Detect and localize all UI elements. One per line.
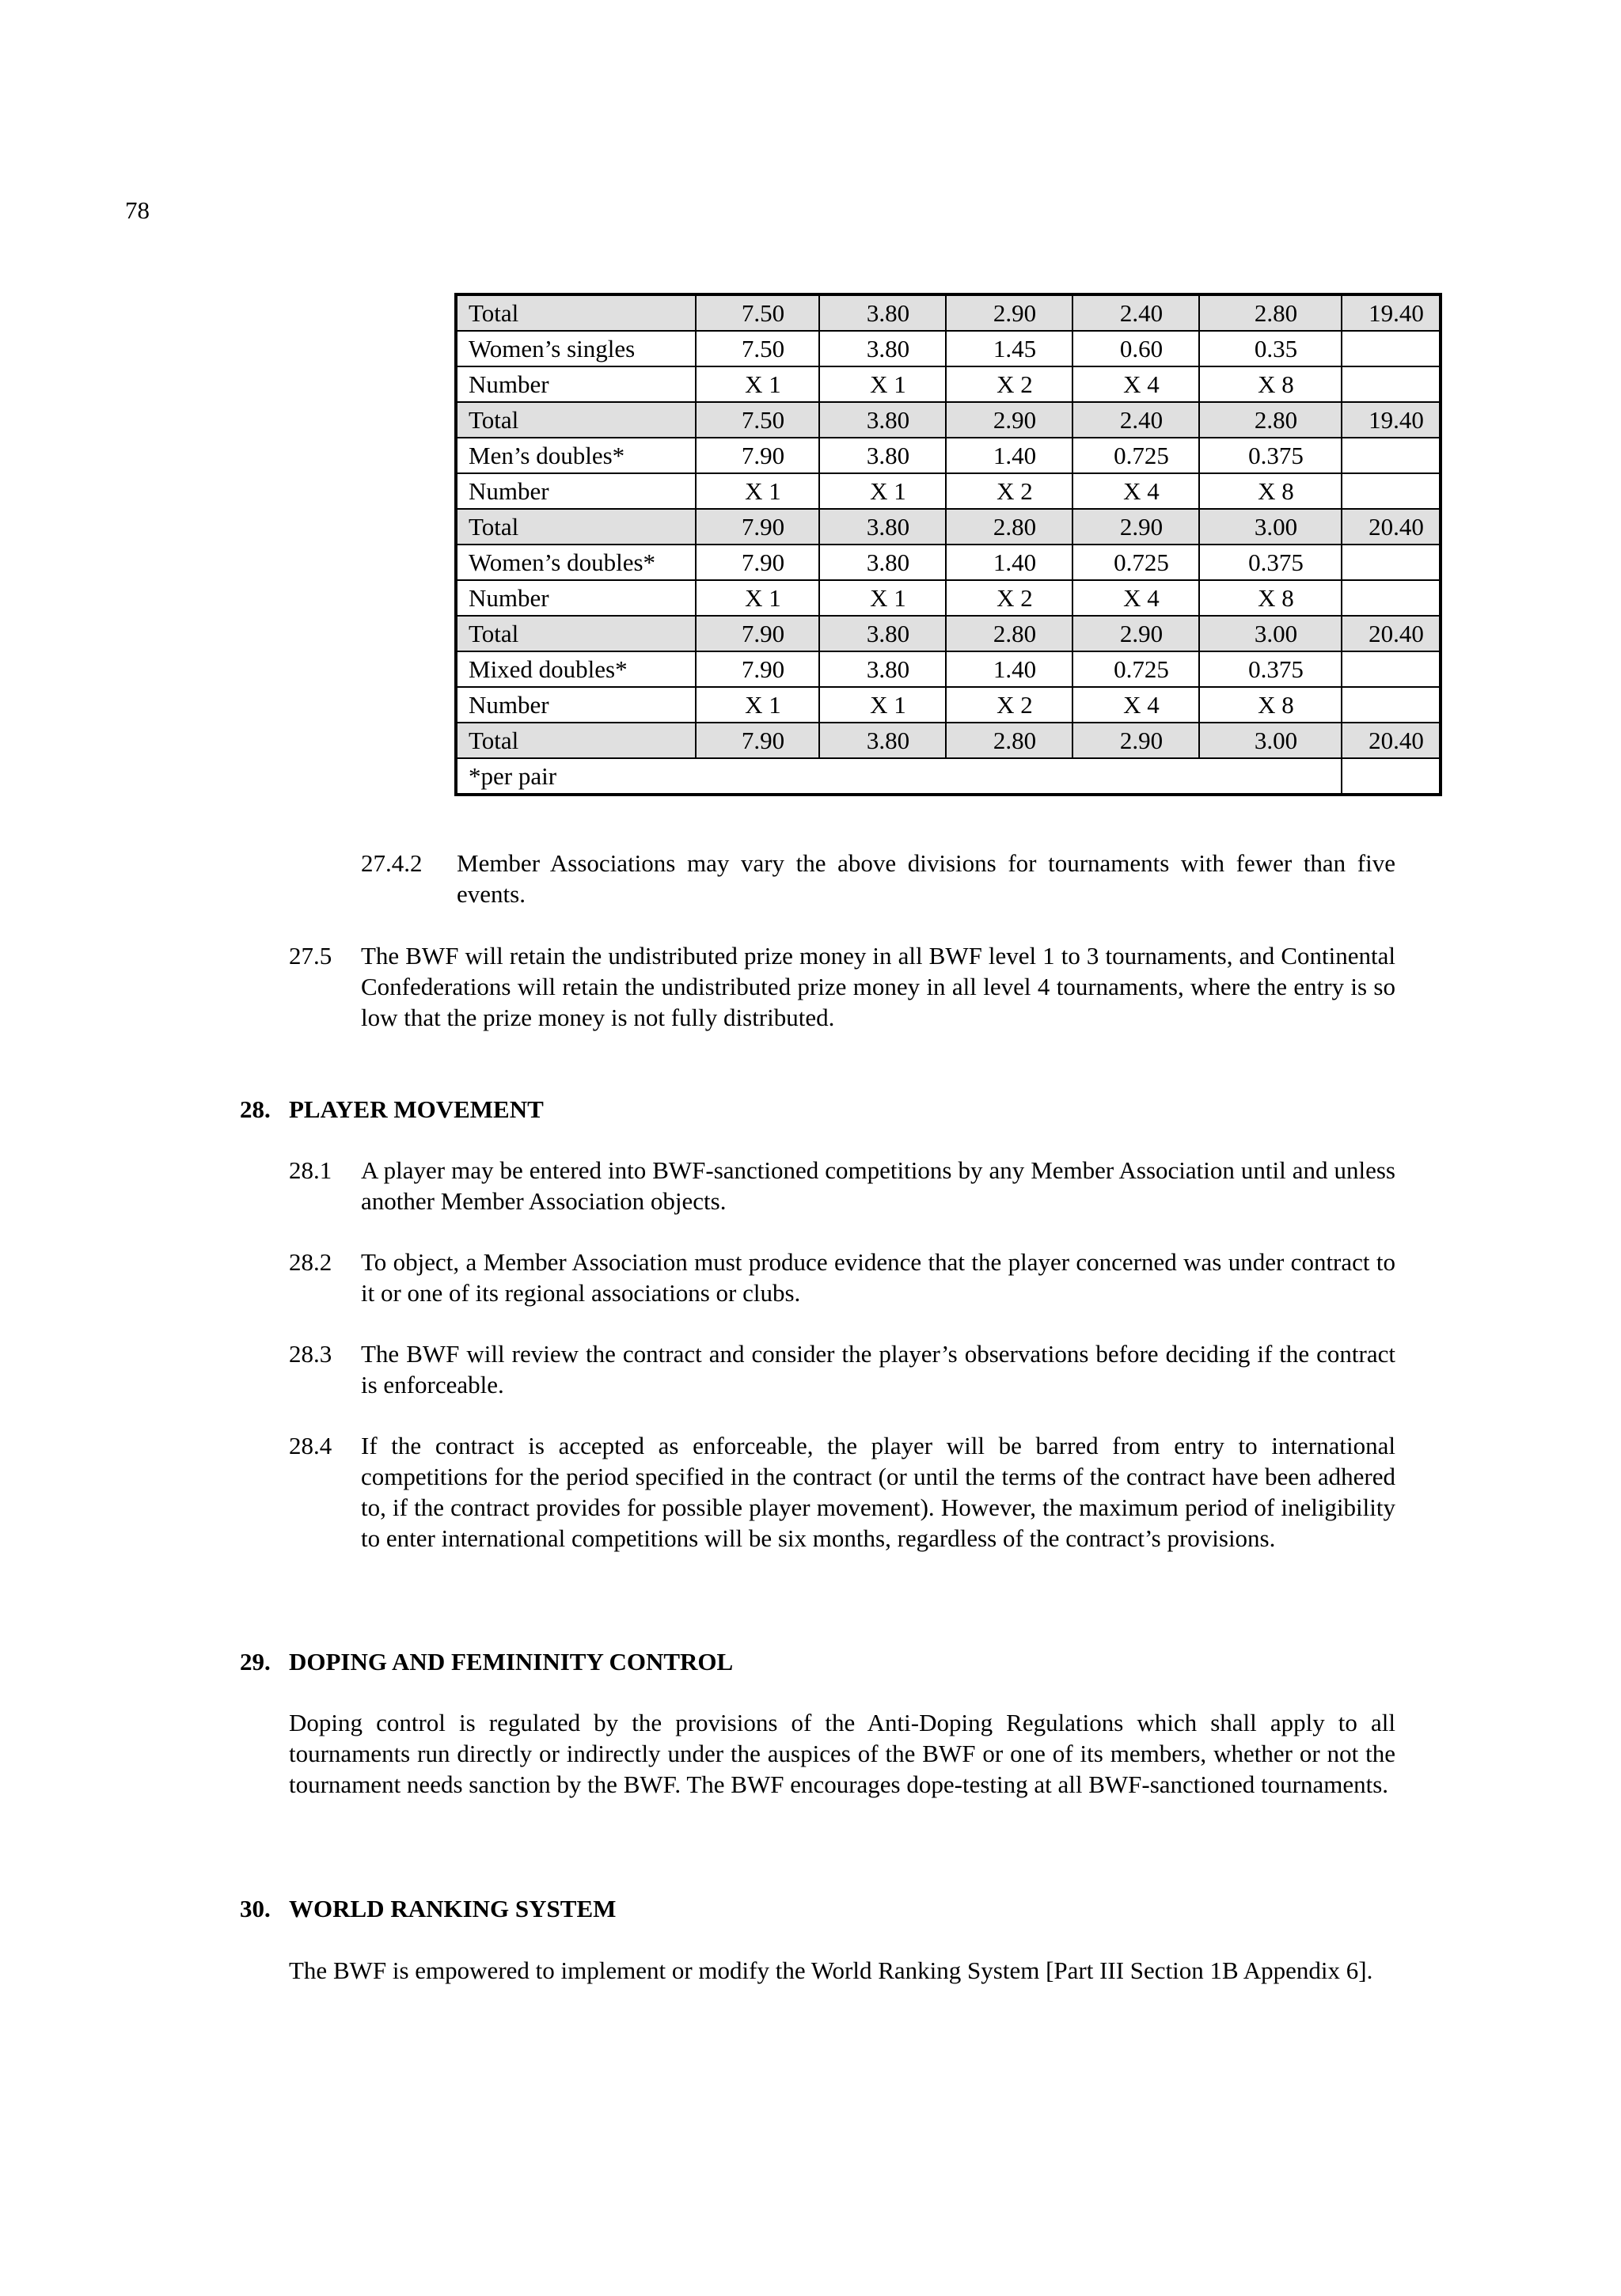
table-cell: 0.60 [1072,331,1199,366]
table-row [456,545,1441,580]
table-row [456,294,1441,331]
section-28-3-number: 28.3 [289,1340,332,1368]
section-30-text: The BWF is empowered to implement or modify the World Ranking System [Part III Section 1B Appendix 6]. [289,1956,1373,1984]
row-label: Women’s singles [456,331,696,366]
table-cell: 3.80 [819,545,946,580]
table-cell: X 4 [1072,580,1199,616]
table-cell: X 4 [1072,366,1199,402]
table-cell [1342,687,1441,723]
table-cell: 2.90 [1072,509,1199,545]
table-row [456,651,1441,687]
table-cell: 0.725 [1072,651,1199,687]
table-cell: X 1 [696,366,819,402]
table-cell: 3.80 [819,616,946,651]
row-label: Total [456,402,696,438]
section-28-number: 28. [240,1095,271,1123]
table-row [456,438,1441,473]
row-label: Women’s doubles* [456,545,696,580]
row-label: Mixed doubles* [456,651,696,687]
table-cell: X 1 [696,473,819,509]
table-cell: X 8 [1199,366,1342,402]
section-29-number: 29. [240,1648,271,1676]
table-cell: X 1 [696,580,819,616]
table-row [456,366,1441,402]
table-row [456,580,1441,616]
page-number: 78 [125,196,150,224]
table-cell: 20.40 [1342,509,1441,545]
table-cell: 3.80 [819,509,946,545]
table-cell: 2.80 [1199,402,1342,438]
table-cell: 0.725 [1072,438,1199,473]
table-cell: 2.90 [946,402,1072,438]
table-cell: 7.50 [696,331,819,366]
table-cell: X 1 [819,687,946,723]
table-cell: 2.80 [946,509,1072,545]
row-label: Number [456,580,696,616]
row-label: Number [456,473,696,509]
table-row [456,331,1441,366]
table-cell: 7.90 [696,438,819,473]
prize-money-table-container [454,293,1439,796]
table-cell: 7.90 [696,545,819,580]
section-28-2-text: To object, a Member Association must produce evidence that the player concerned was under contract to it or one of its regional associations or clubs. [361,1248,1395,1307]
table-cell: X 1 [696,687,819,723]
section-28-title: PLAYER MOVEMENT [289,1095,544,1123]
table-cell [1342,438,1441,473]
table-cell: 7.90 [696,616,819,651]
table-cell: 7.90 [696,509,819,545]
section-29-title: DOPING AND FEMININITY CONTROL [289,1648,734,1676]
section-30-title: WORLD RANKING SYSTEM [289,1895,617,1922]
table-cell: X 8 [1199,687,1342,723]
table-cell: 3.00 [1199,616,1342,651]
section-28-2-number: 28.2 [289,1248,332,1276]
table-cell: X 8 [1199,580,1342,616]
table-cell: 0.375 [1199,545,1342,580]
table-cell: 2.80 [1199,294,1342,331]
table-cell: 2.40 [1072,294,1199,331]
section-28-1-text: A player may be entered into BWF-sanctioned competitions by any Member Association until and unless another Member Association objects. [361,1156,1395,1215]
table-cell: X 2 [946,366,1072,402]
table-cell: 2.90 [1072,616,1199,651]
table-cell: 3.80 [819,331,946,366]
table-cell: 20.40 [1342,723,1441,758]
section-28-4-text: If the contract is accepted as enforceable, the player will be barred from entry to international competitions for the period specified in the contract (or until the terms of the contract have been adhered to, if the contract provides for possible player movement). However, the maximum period of ineligibility to enter international competitions will be six months, regardless of the contract’s provisions. [361,1432,1395,1552]
section-29-text: Doping control is regulated by the provisions of the Anti-Doping Regulations which shall apply to all tournaments run directly or indirectly under the auspices of the BWF or one of its members, whether or not the tournament needs sanction by the BWF. The BWF encourages dope-testing at all BWF-sanctioned tournaments. [289,1709,1395,1798]
table-footnote: *per pair [456,758,1342,795]
table-cell: 3.80 [819,402,946,438]
section-28-3-text: The BWF will review the contract and consider the player’s observations before deciding if the contract is enforceable. [361,1340,1395,1398]
table-cell: 3.80 [819,651,946,687]
table-row [456,509,1441,545]
section-27-4-2-number: 27.4.2 [361,849,423,877]
section-27-5-number: 27.5 [289,942,332,970]
table-row [456,723,1441,758]
section-28-4-number: 28.4 [289,1432,332,1459]
table-cell [1342,545,1441,580]
row-label: Men’s doubles* [456,438,696,473]
section-30-number: 30. [240,1895,271,1922]
table-cell: 20.40 [1342,616,1441,651]
table-cell: X 1 [819,473,946,509]
prize-money-table-body [456,294,1441,795]
row-label: Total [456,723,696,758]
table-row [456,616,1441,651]
row-label: Number [456,687,696,723]
section-28-1-number: 28.1 [289,1156,332,1184]
table-cell [1342,651,1441,687]
table-cell: 7.50 [696,402,819,438]
row-label: Total [456,509,696,545]
table-cell: X 1 [819,366,946,402]
table-cell: 1.40 [946,438,1072,473]
table-cell: 0.375 [1199,438,1342,473]
row-label: Total [456,616,696,651]
table-cell: X 4 [1072,473,1199,509]
table-cell: 2.40 [1072,402,1199,438]
row-label: Total [456,294,696,331]
prize-money-table [454,293,1442,796]
table-cell: X 2 [946,473,1072,509]
table-cell: 2.80 [946,616,1072,651]
table-footnote-row [456,758,1441,795]
table-cell [1342,473,1441,509]
table-cell: 3.00 [1199,723,1342,758]
table-cell: 1.40 [946,545,1072,580]
section-27-4-2-text: Member Associations may vary the above divisions for tournaments with fewer than five events. [457,849,1395,908]
table-cell: 2.80 [946,723,1072,758]
row-label: Number [456,366,696,402]
table-cell: 7.90 [696,651,819,687]
table-cell: 3.00 [1199,509,1342,545]
table-cell [1342,580,1441,616]
table-cell [1342,331,1441,366]
table-cell: 0.725 [1072,545,1199,580]
table-row [456,402,1441,438]
table-cell: 19.40 [1342,402,1441,438]
table-cell [1342,758,1441,795]
table-cell: 19.40 [1342,294,1441,331]
table-cell: 1.40 [946,651,1072,687]
table-cell: 2.90 [1072,723,1199,758]
table-cell [1342,366,1441,402]
table-cell: X 1 [819,580,946,616]
table-cell: 3.80 [819,723,946,758]
section-27-5-text: The BWF will retain the undistributed prize money in all BWF level 1 to 3 tournaments, and Continental Confederations will retain the undistributed prize money in all level 4 tournaments, where the entry is so low that the prize money is not fully distributed. [361,942,1395,1031]
table-cell: X 2 [946,687,1072,723]
table-cell: X 4 [1072,687,1199,723]
table-row [456,687,1441,723]
table-cell: X 8 [1199,473,1342,509]
table-cell: 7.90 [696,723,819,758]
table-cell: 3.80 [819,438,946,473]
table-cell: X 2 [946,580,1072,616]
table-cell: 7.50 [696,294,819,331]
table-cell: 1.45 [946,331,1072,366]
table-cell: 3.80 [819,294,946,331]
table-cell: 2.90 [946,294,1072,331]
table-cell: 0.35 [1199,331,1342,366]
table-row [456,473,1441,509]
table-cell: 0.375 [1199,651,1342,687]
